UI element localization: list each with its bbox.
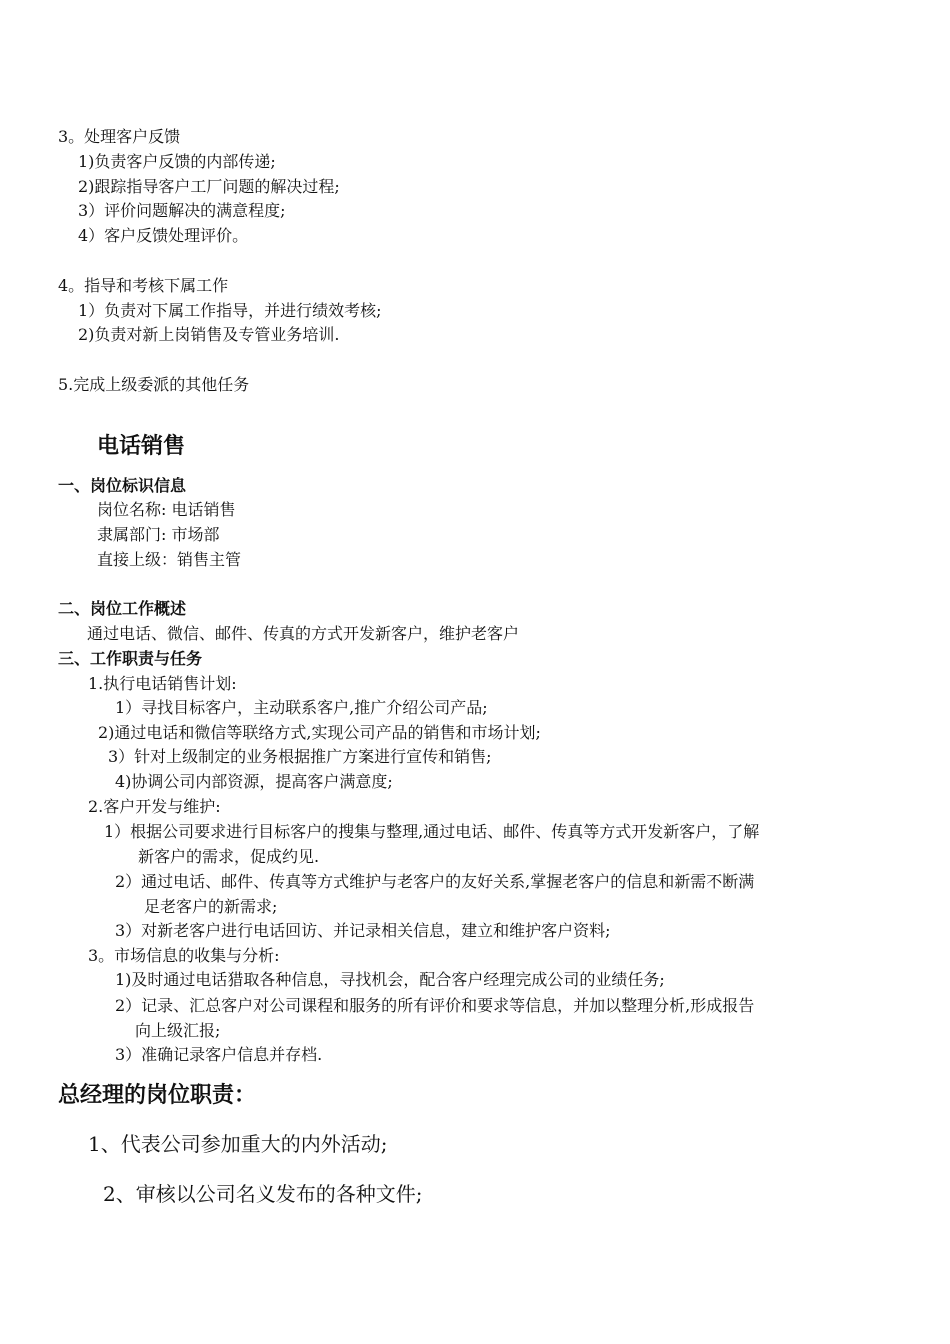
item3-line-4: 4）客户反馈处理评价。 xyxy=(78,226,249,245)
gm-line-1: 1、代表公司参加重大的内外活动; xyxy=(88,1132,388,1156)
duty3-line-3: 3）准确记录客户信息并存档. xyxy=(115,1045,323,1064)
gm-line-2: 2、审核以公司名义发布的各种文件; xyxy=(103,1182,423,1206)
duty3-title: 3。市场信息的收集与分析: xyxy=(88,946,280,965)
item4-line-2: 2)负责对新上岗销售及专管业务培训. xyxy=(78,325,340,344)
s1-line-3: 直接上级：销售主管 xyxy=(97,550,242,569)
item4-line-1: 1）负责对下属工作指导，并进行绩效考核; xyxy=(78,301,382,320)
tele-sales-title: 电话销售 xyxy=(97,434,186,459)
duty3-line-2: 2）记录、汇总客户对公司课程和服务的所有评价和要求等信息，并加以整理分析,形成报告 xyxy=(115,996,755,1015)
duty2-title: 2.客户开发与维护: xyxy=(88,797,221,816)
duty2-line-3: 3）对新老客户进行电话回访、并记录相关信息，建立和维护客户资料; xyxy=(115,921,611,940)
item4-title: 4。指导和考核下属工作 xyxy=(58,276,229,295)
duty2-line-2: 2）通过电话、邮件、传真等方式维护与老客户的友好关系,掌握老客户的信息和新需不断满 xyxy=(115,872,755,891)
item3-line-2: 2)跟踪指导客户工厂问题的解决过程; xyxy=(78,177,340,196)
duty1-line-1: 1）寻找目标客户，主动联系客户,推广介绍公司产品; xyxy=(115,698,488,717)
duty1-title: 1.执行电话销售计划: xyxy=(88,674,237,693)
s2-text: 通过电话、微信、邮件、传真的方式开发新客户，维护老客户 xyxy=(87,624,520,643)
item5-title: 5.完成上级委派的其他任务 xyxy=(58,375,250,394)
s1-heading: 一、岗位标识信息 xyxy=(58,476,187,495)
duty1-line-4: 4)协调公司内部资源，提高客户满意度; xyxy=(115,772,393,791)
duty3-line-2-cont: 向上级汇报; xyxy=(135,1021,221,1040)
gm-title: 总经理的岗位职责： xyxy=(58,1083,257,1108)
item3-line-1: 1)负责客户反馈的内部传递; xyxy=(78,152,276,171)
s1-line-1: 岗位名称: 电话销售 xyxy=(97,500,236,519)
s3-heading: 三、工作职责与任务 xyxy=(58,649,203,668)
duty1-line-3: 3）针对上级制定的业务根据推广方案进行宣传和销售; xyxy=(108,747,492,766)
duty2-line-2-cont: 足老客户的新需求; xyxy=(144,897,278,916)
duty2-line-1-cont: 新客户的需求，促成约见. xyxy=(138,847,320,866)
s1-line-2: 隶属部门: 市场部 xyxy=(97,525,220,544)
item3-line-3: 3）评价问题解决的满意程度; xyxy=(78,201,286,220)
item3-title: 3。处理客户反馈 xyxy=(58,127,181,146)
duty3-line-1: 1)及时通过电话猎取各种信息，寻找机会，配合客户经理完成公司的业绩任务; xyxy=(115,970,665,989)
s2-heading: 二、岗位工作概述 xyxy=(58,599,187,618)
duty1-line-2: 2)通过电话和微信等联络方式,实现公司产品的销售和市场计划; xyxy=(98,723,541,742)
duty2-line-1: 1）根据公司要求进行目标客户的搜集与整理,通过电话、邮件、传真等方式开发新客户，了解 xyxy=(104,822,760,841)
